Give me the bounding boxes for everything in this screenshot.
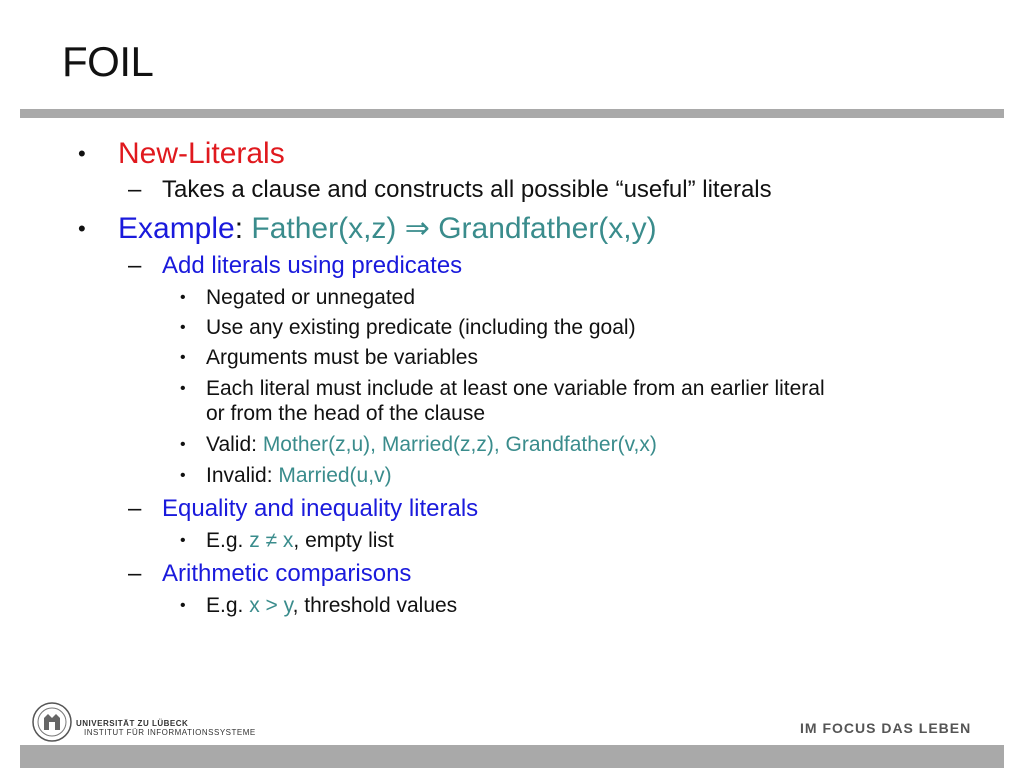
bullet-text bbox=[206, 528, 394, 554]
text-run: Add literals using predicates bbox=[162, 252, 463, 279]
bullet-text bbox=[206, 593, 457, 619]
text-run: Arguments must be variables bbox=[206, 346, 478, 369]
bullet-marker: • bbox=[180, 532, 186, 549]
bullet-marker: • bbox=[180, 349, 186, 366]
bullet-marker: • bbox=[180, 380, 186, 397]
bullet-text bbox=[206, 432, 657, 458]
bullet-text bbox=[162, 175, 772, 205]
text-run: Valid: bbox=[206, 433, 263, 456]
bullet-marker: • bbox=[180, 319, 186, 336]
bullet-text bbox=[162, 251, 462, 281]
bullet-text bbox=[162, 559, 411, 589]
dash-marker: – bbox=[128, 560, 142, 587]
bullet-marker: • bbox=[78, 141, 86, 166]
bullet-marker: • bbox=[180, 467, 186, 484]
text-run: Use any existing predicate (including the goal) bbox=[206, 316, 636, 339]
dash-marker: – bbox=[128, 252, 142, 279]
text-run: E.g. bbox=[206, 594, 250, 617]
text-run: Father(x,z) ⇒ Grandfather(x,y) bbox=[251, 212, 657, 245]
bullet-marker: • bbox=[78, 216, 86, 241]
text-run: New-Literals bbox=[118, 137, 285, 170]
slide-title: FOIL bbox=[62, 38, 154, 85]
university-seal-icon bbox=[32, 700, 72, 744]
text-run: Each literal must include at least one variable from an earlier literal bbox=[206, 377, 825, 400]
bullet-text bbox=[206, 376, 825, 402]
bullet-marker: • bbox=[180, 436, 186, 453]
bullet-text bbox=[206, 345, 478, 371]
text-run: Equality and inequality literals bbox=[162, 495, 479, 522]
dash-marker: – bbox=[128, 176, 142, 203]
university-line2: INSTITUT FÜR INFORMATIONSSYSTEME bbox=[84, 728, 256, 737]
text-run: or from the head of the clause bbox=[206, 402, 485, 425]
bullet-text bbox=[118, 137, 285, 171]
bullet-text bbox=[206, 463, 392, 489]
text-run: , threshold values bbox=[292, 594, 458, 617]
text-run: Example bbox=[118, 212, 235, 245]
text-run: , empty list bbox=[293, 529, 394, 552]
bullet-text bbox=[118, 212, 657, 246]
text-run: z ≠ x bbox=[249, 529, 294, 552]
text-run: Takes a clause and constructs all possible “useful” literals bbox=[162, 176, 772, 203]
text-run: Invalid: bbox=[206, 464, 279, 487]
university-line1: UNIVERSITÄT ZU LÜBECK bbox=[76, 719, 189, 728]
footer-bar bbox=[20, 745, 1004, 768]
bullet-text bbox=[162, 494, 478, 524]
bullet-text bbox=[206, 401, 485, 427]
text-run: : bbox=[234, 212, 252, 245]
text-run: Negated or unnegated bbox=[206, 286, 416, 309]
text-run: Arithmetic comparisons bbox=[162, 560, 412, 587]
text-run: x > y bbox=[249, 594, 293, 617]
university-name bbox=[76, 719, 256, 737]
bullet-marker: • bbox=[180, 289, 186, 306]
bullet-marker: • bbox=[180, 597, 186, 614]
footer-motto: IM FOCUS DAS LEBEN bbox=[800, 720, 972, 736]
bullet-text bbox=[206, 315, 636, 341]
text-run: E.g. bbox=[206, 529, 250, 552]
dash-marker: – bbox=[128, 495, 142, 522]
bullet-text bbox=[206, 285, 415, 311]
text-run: Married(u,v) bbox=[278, 464, 392, 487]
text-run: Mother(z,u), Married(z,z), Grandfather(v,x) bbox=[262, 433, 657, 456]
